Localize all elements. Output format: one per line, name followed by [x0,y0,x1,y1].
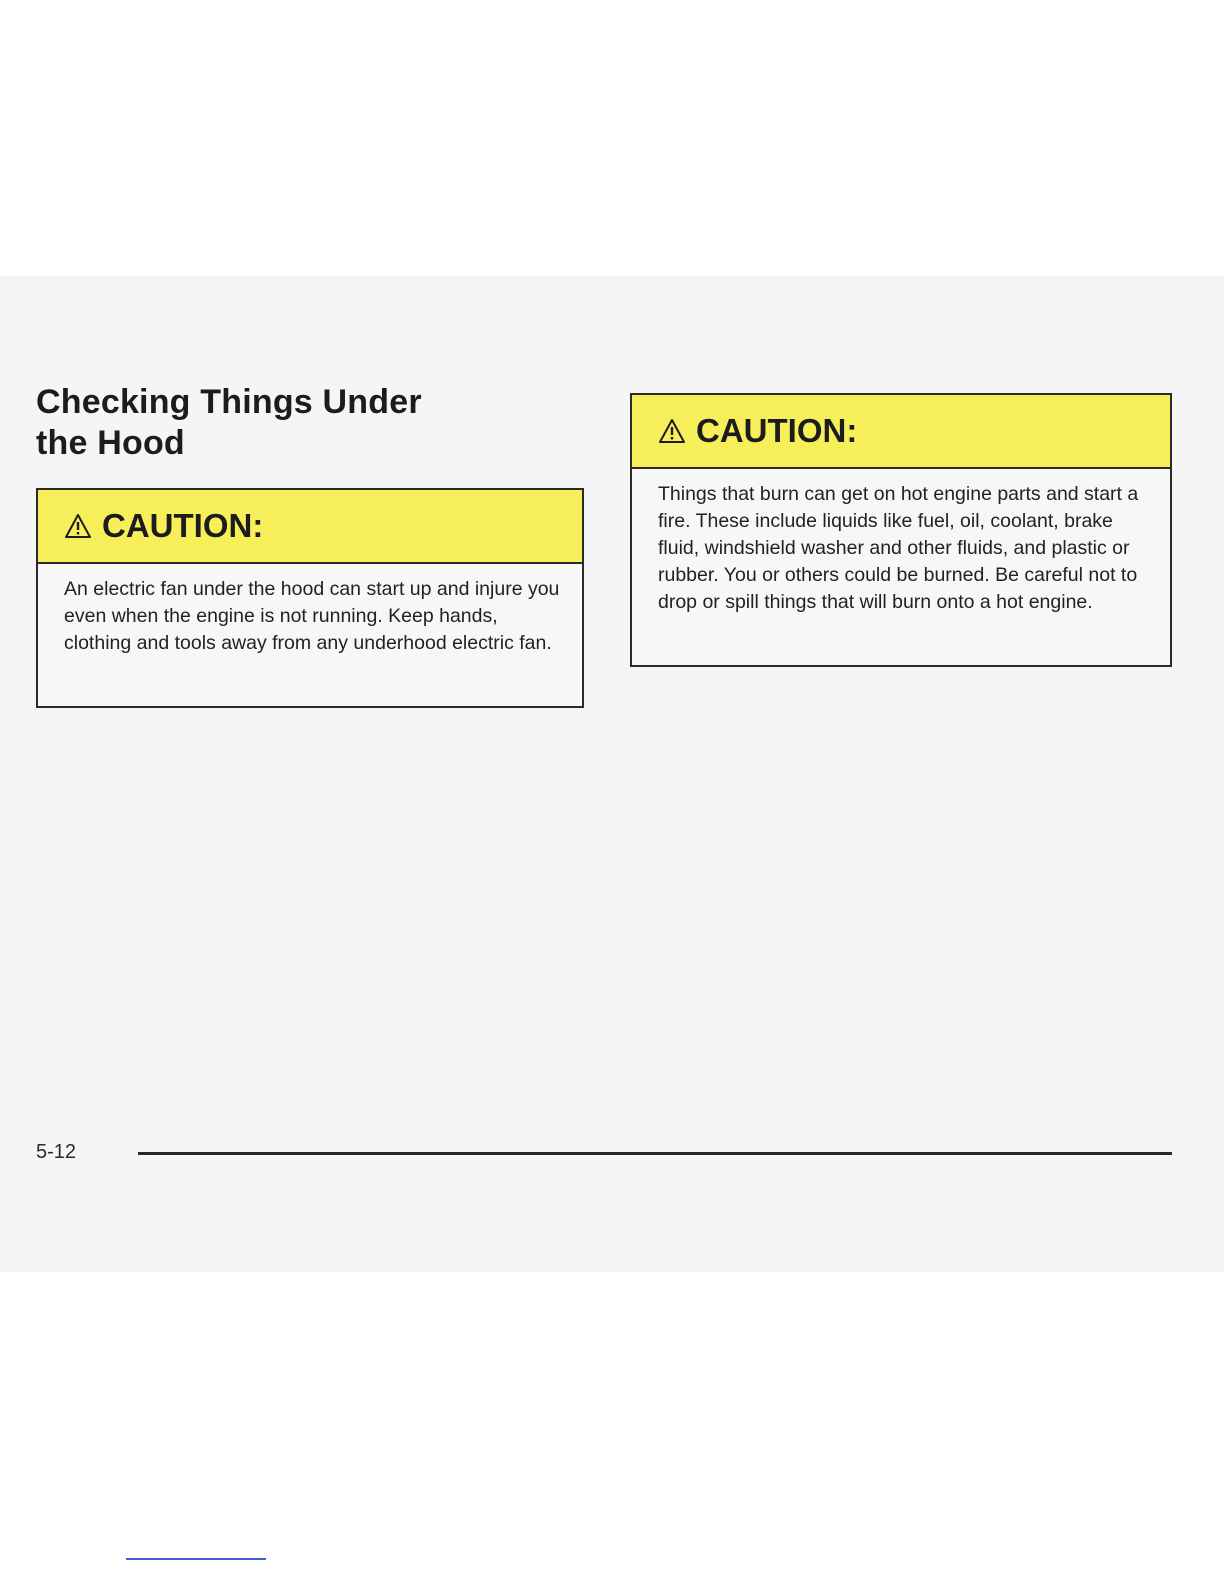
section-title [36,382,516,464]
caution-header [632,395,1170,469]
warning-triangle-icon [658,418,686,444]
warning-triangle-icon [64,513,92,539]
section-title-line-2: the Hood [36,424,185,462]
caution-box-electric-fan [36,488,584,708]
caution-header [38,490,582,564]
caution-text: An electric fan under the hood can start up and injure you even when the engine is not running. Keep hands, clothing and tools away from any underhood electric fan. [64,578,560,654]
caution-heading: CAUTION: [696,412,858,449]
page-number: 5-12 [36,1141,77,1163]
section-title-line-1: Checking Things Under [36,383,422,421]
footer-divider [138,1152,1172,1155]
link-underline[interactable] [126,1558,266,1560]
caution-text: Things that burn can get on hot engine parts and start a fire. These include liquids like fuel, oil, coolant, brake fluid, windshield washer and other fluids, and plastic or rubber. You or others could be burned. Be careful not to drop or spill things that will burn onto a hot engine. [658,483,1139,613]
caution-heading: CAUTION: [102,507,264,544]
caution-box-fire-hazard-panel [630,393,1172,667]
